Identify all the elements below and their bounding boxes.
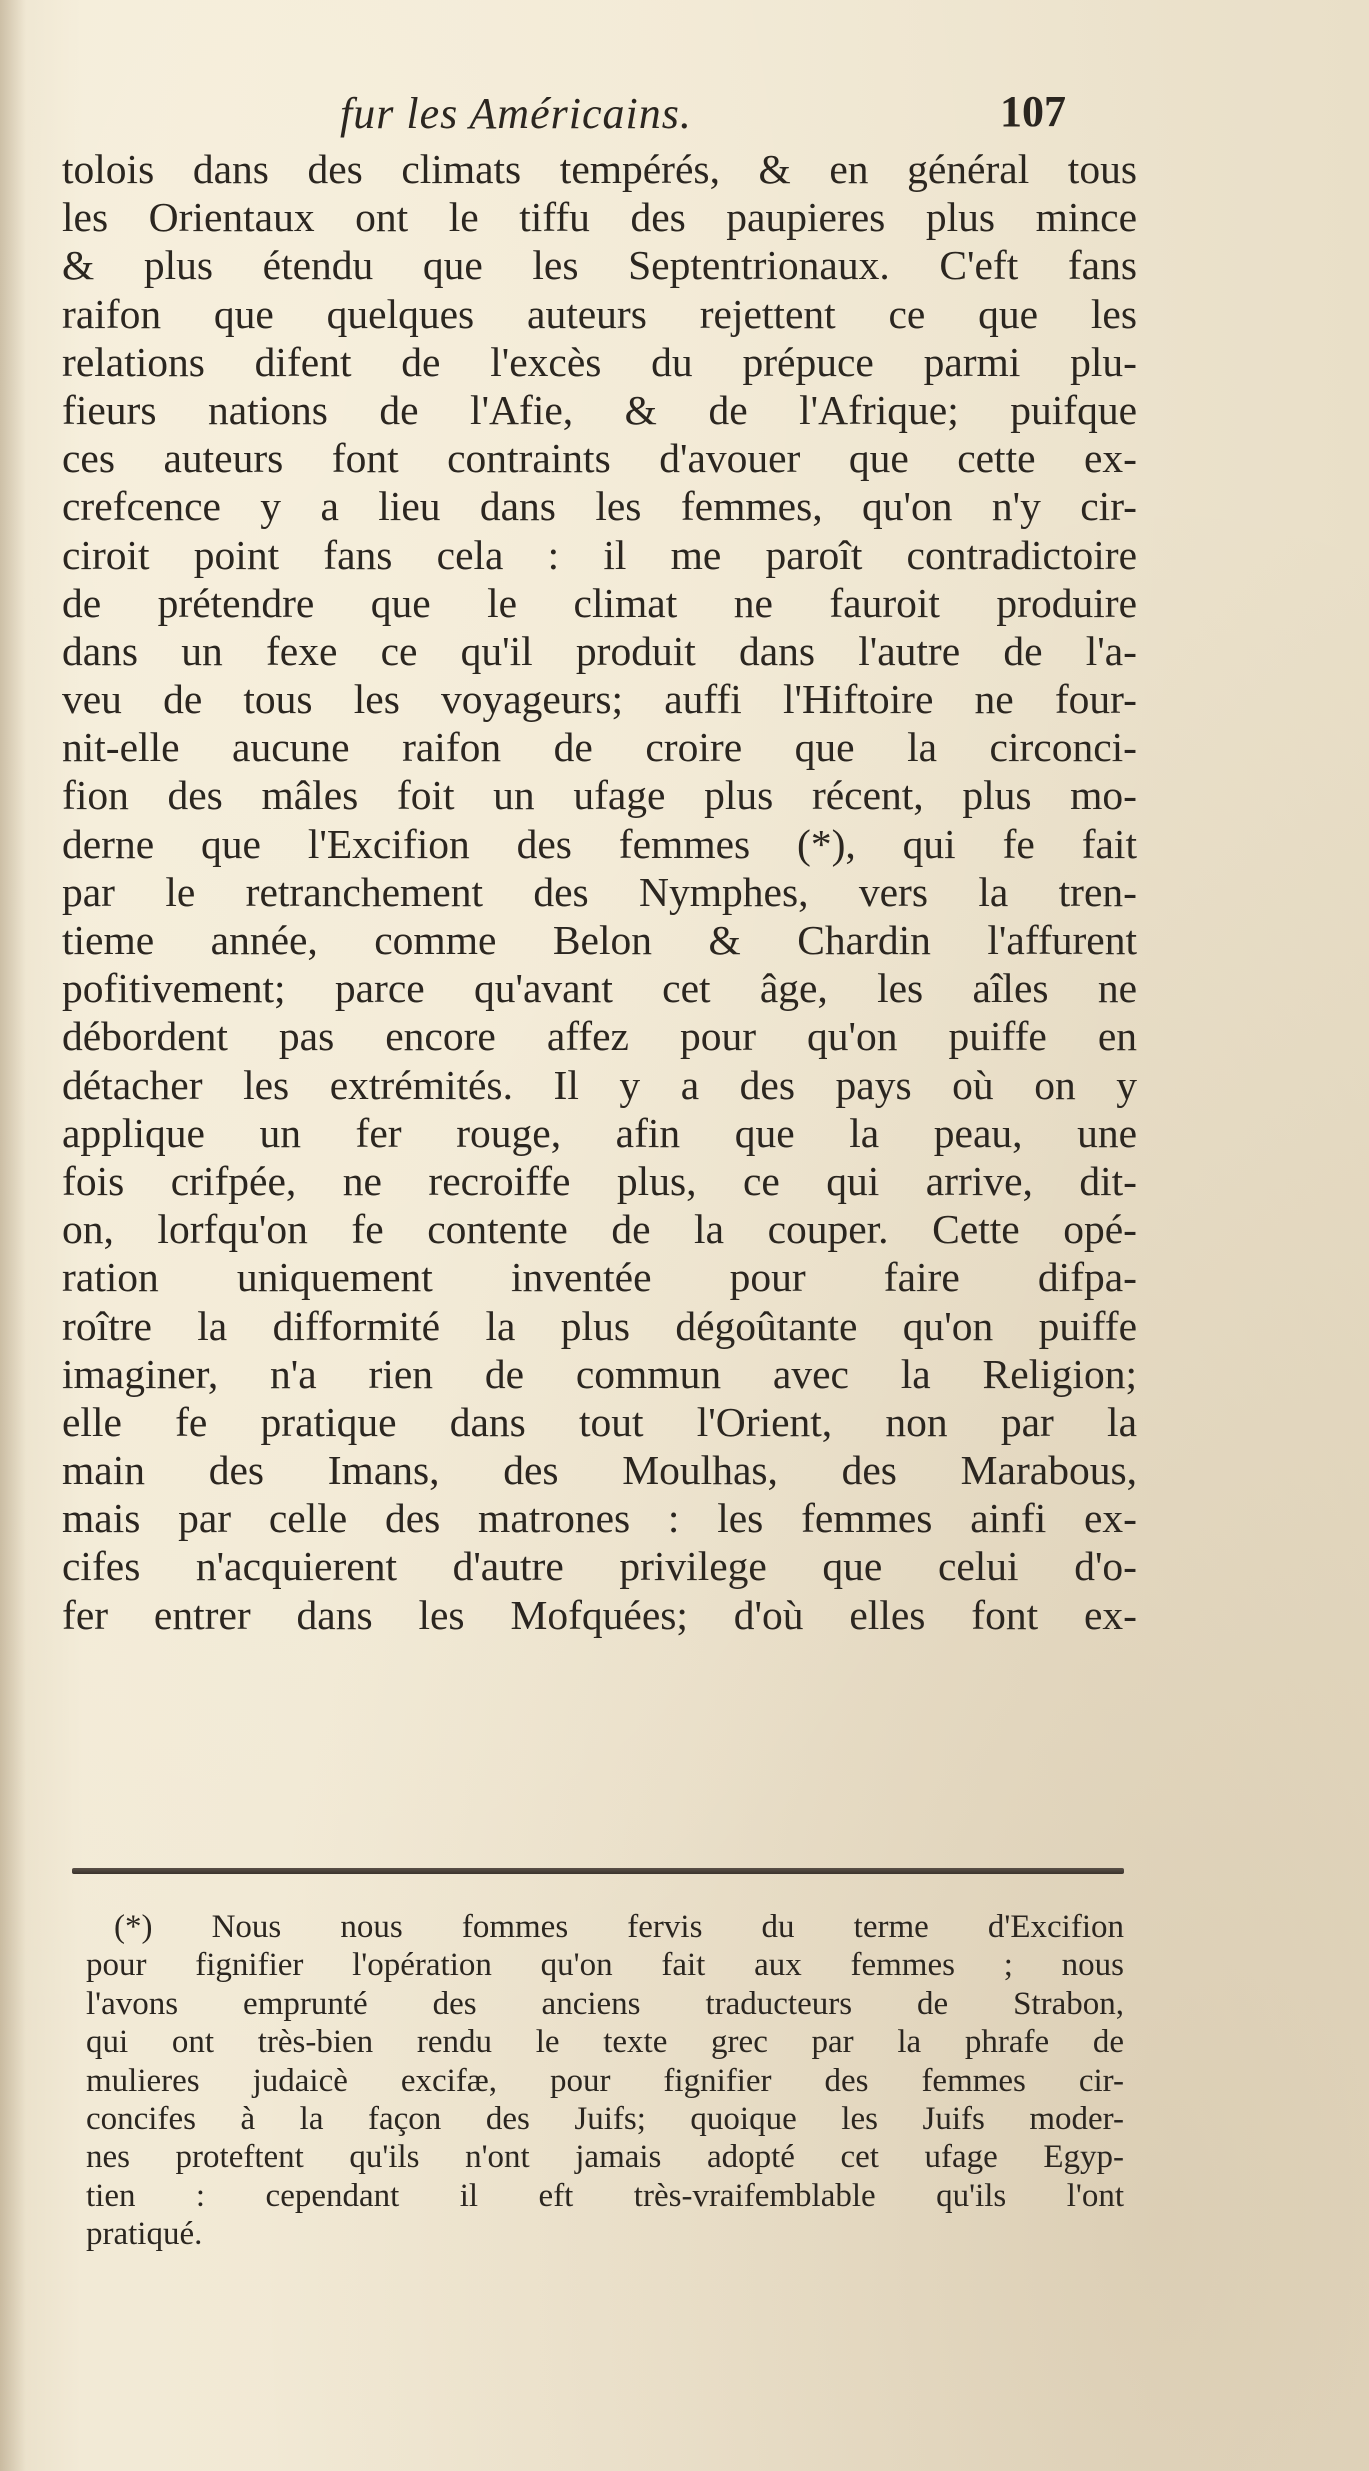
body-line: fois crifpée, ne recroiffe plus, ce qui arrive, dit-	[62, 1157, 1137, 1204]
body-line: elle fe pratique dans tout l'Orient, non par la	[62, 1398, 1137, 1445]
body-line: ces auteurs font contraints d'avouer que cette ex-	[62, 435, 1137, 482]
body-line: détacher les extrémités. Il y a des pays où on y	[62, 1061, 1137, 1108]
body-line: fer entrer dans les Mofquées; d'où elles font ex-	[62, 1591, 1137, 1638]
body-line: débordent pas encore affez pour qu'on puiffe en	[62, 1013, 1137, 1060]
body-line: veu de tous les voyageurs; auffi l'Hiftoire ne four-	[62, 676, 1137, 723]
body-line: relations difent de l'excès du prépuce parmi plu-	[62, 338, 1137, 385]
body-line: fieurs nations de l'Afie, & de l'Afrique; puifque	[62, 386, 1137, 433]
footnote-line: pratiqué.	[86, 2216, 203, 2253]
footnote-line: tien : cependant il eft très-vraifemblable qu'ils l'ont	[86, 2177, 1124, 2214]
body-line: raifon que quelques auteurs rejettent ce que les	[62, 290, 1137, 337]
body-line: par le retranchement des Nymphes, vers la tren-	[62, 868, 1137, 915]
body-line: ration uniquement inventée pour faire difpa-	[62, 1254, 1137, 1301]
body-line: fion des mâles foit un ufage plus récent, plus mo-	[62, 772, 1137, 819]
footnote	[86, 1908, 1124, 2254]
page-number: 107	[1000, 87, 1066, 136]
footnote-line: l'avons emprunté des anciens traducteurs de Strabon,	[86, 1985, 1124, 2022]
body-line: applique un fer rouge, afin que la peau, une	[62, 1109, 1137, 1156]
running-head-title: fur les Américains.	[340, 89, 692, 138]
body-line: imaginer, n'a rien de commun avec la Religion;	[62, 1350, 1137, 1397]
body-text	[62, 145, 1137, 1639]
body-line: les Orientaux ont le tiffu des paupieres plus mince	[62, 194, 1137, 241]
footnote-line: pour fignifier l'opération qu'on fait aux femmes ; nous	[86, 1947, 1124, 1984]
body-line: cifes n'acquierent d'autre privilege que celui d'o-	[62, 1543, 1137, 1590]
footnote-line: (*) Nous nous fommes fervis du terme d'Excifion	[114, 1909, 1124, 1945]
body-line: tolois dans des climats tempérés, & en général tous	[62, 146, 1137, 192]
body-line: pofitivement; parce qu'avant cet âge, les aîles ne	[62, 965, 1137, 1012]
footnote-line: concifes à la façon des Juifs; quoique les Juifs moder-	[86, 2100, 1124, 2137]
page-gutter-shadow	[0, 0, 26, 2471]
body-line: derne que l'Excifion des femmes (*), qui fe fait	[62, 820, 1137, 867]
body-line: ciroit point fans cela : il me paroît contradictoire	[62, 531, 1137, 578]
body-line: tieme année, comme Belon & Chardin l'affurent	[62, 917, 1137, 963]
footnote-rule	[72, 1868, 1124, 1874]
body-line: roître la difformité la plus dégoûtante qu'on puiffe	[62, 1302, 1137, 1349]
footnote-line: nes proteftent qu'ils n'ont jamais adopté cet ufage Egyp-	[86, 2139, 1124, 2176]
body-line: dans un fexe ce qu'il produit dans l'autre de l'a-	[62, 627, 1137, 674]
body-line: on, lorfqu'on fe contente de la couper. Cette opé-	[62, 1206, 1137, 1253]
body-line: main des Imans, des Moulhas, des Marabous,	[62, 1447, 1137, 1494]
footnote-line: mulieres judaicè excifæ, pour fignifier des femmes cir-	[86, 2062, 1124, 2099]
body-line: nit-elle aucune raifon de croire que la circonci-	[62, 724, 1137, 771]
body-line: de prétendre que le climat ne fauroit produire	[62, 579, 1137, 626]
footnote-line: qui ont très-bien rendu le texte grec par la phrafe de	[86, 2024, 1124, 2061]
body-line: crefcence y a lieu dans les femmes, qu'on n'y cir-	[62, 483, 1137, 530]
body-line: mais par celle des matrones : les femmes ainfi ex-	[62, 1495, 1137, 1542]
body-line: & plus étendu que les Septentrionaux. C'eft fans	[62, 242, 1137, 289]
